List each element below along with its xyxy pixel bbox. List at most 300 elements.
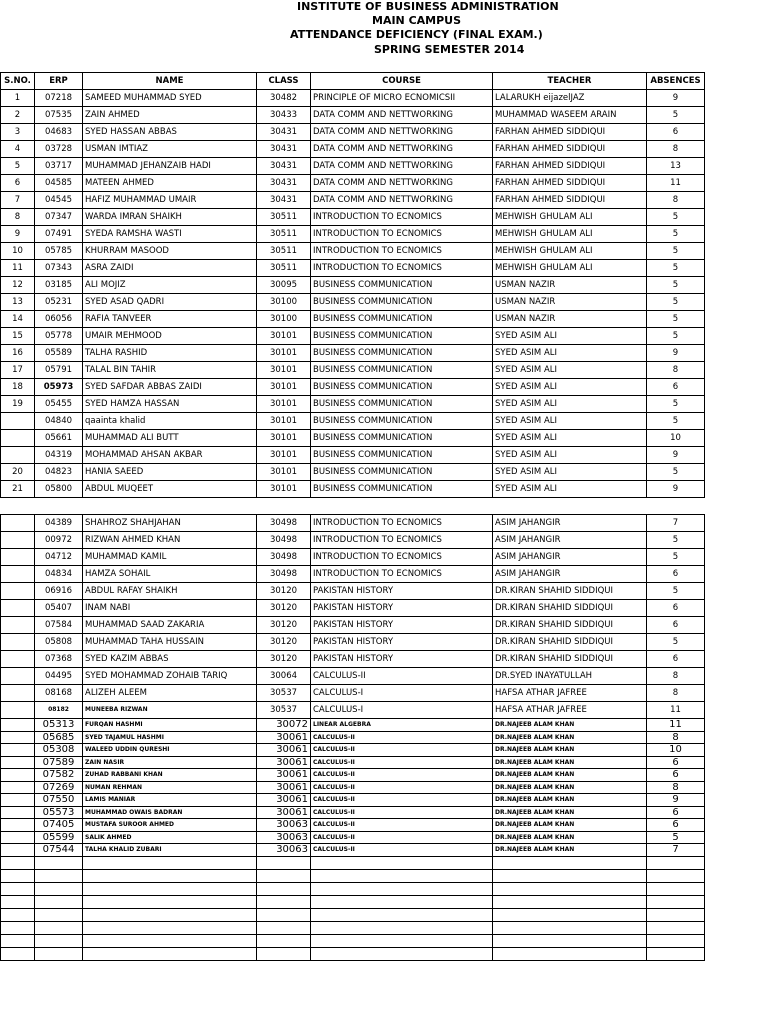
- cell-course: BUSINESS COMMUNICATION: [311, 328, 493, 345]
- cell-absences: 5: [647, 413, 705, 430]
- empty-cell: [311, 934, 493, 947]
- empty-cell: [35, 908, 83, 921]
- empty-cell: [35, 882, 83, 895]
- cell-erp: 04319: [35, 447, 83, 464]
- cell-sno: [1, 430, 35, 447]
- cell-sno: [1, 806, 35, 819]
- cell-name: RIZWAN AHMED KHAN: [83, 532, 257, 549]
- cell-erp: 06056: [35, 311, 83, 328]
- empty-cell: [493, 882, 647, 895]
- cell-teacher: SYED ASIM ALI: [493, 396, 647, 413]
- campus-title: MAIN CAMPUS: [372, 14, 462, 27]
- cell-sno: [1, 634, 35, 651]
- cell-erp: 05808: [35, 634, 83, 651]
- cell-erp: 04389: [35, 515, 83, 532]
- cell-teacher: DR.NAJEEB ALAM KHAN: [493, 831, 647, 844]
- table-row: [1, 794, 705, 807]
- cell-course: CALCULUS-II: [311, 781, 493, 794]
- table-row: [1, 260, 705, 277]
- cell-teacher: DR.KIRAN SHAHID SIDDIQUI: [493, 617, 647, 634]
- cell-teacher: SYED ASIM ALI: [493, 447, 647, 464]
- cell-name: TALAL BIN TAHIR: [83, 362, 257, 379]
- cell-absences: 5: [647, 464, 705, 481]
- cell-class: 30101: [257, 362, 311, 379]
- empty-cell: [35, 856, 83, 869]
- cell-teacher: MUHAMMAD WASEEM ARAIN: [493, 107, 647, 124]
- empty-cell: [1, 908, 35, 921]
- empty-cell: [257, 895, 311, 908]
- empty-cell: [35, 921, 83, 934]
- cell-absences: 6: [647, 124, 705, 141]
- cell-teacher: DR.NAJEEB ALAM KHAN: [493, 844, 647, 857]
- cell-teacher: SYED ASIM ALI: [493, 379, 647, 396]
- cell-class: 30101: [257, 379, 311, 396]
- table-row: [1, 447, 705, 464]
- col-header-name: NAME: [83, 73, 257, 90]
- cell-erp: 08168: [35, 685, 83, 702]
- cell-absences: 6: [647, 600, 705, 617]
- cell-class: 30431: [257, 192, 311, 209]
- cell-erp: 04495: [35, 668, 83, 685]
- cell-erp: 04834: [35, 566, 83, 583]
- empty-cell: [311, 921, 493, 934]
- cell-name: RAFIA TANVEER: [83, 311, 257, 328]
- cell-course: PRINCIPLE OF MICRO ECNOMICSII: [311, 90, 493, 107]
- cell-sno: 14: [1, 311, 35, 328]
- empty-cell: [35, 947, 83, 960]
- cell-teacher: MEHWISH GHULAM ALI: [493, 243, 647, 260]
- empty-cell: [257, 856, 311, 869]
- table-row: [1, 464, 705, 481]
- empty-row: [1, 895, 705, 908]
- cell-name: SYED HAMZA HASSAN: [83, 396, 257, 413]
- cell-sno: [1, 668, 35, 685]
- empty-cell: [311, 895, 493, 908]
- cell-name: qaainta khalid: [83, 413, 257, 430]
- empty-cell: [1, 869, 35, 882]
- cell-absences: 5: [647, 831, 705, 844]
- cell-name: MATEEN AHMED: [83, 175, 257, 192]
- cell-erp: 07269: [35, 781, 83, 794]
- cell-course: DATA COMM AND NETTWORKING: [311, 124, 493, 141]
- cell-sno: 11: [1, 260, 35, 277]
- cell-sno: [1, 583, 35, 600]
- cell-teacher: USMAN NAZIR: [493, 311, 647, 328]
- cell-class: 30498: [257, 532, 311, 549]
- cell-absences: 7: [647, 515, 705, 532]
- cell-name: SYED ASAD QADRI: [83, 294, 257, 311]
- empty-cell: [493, 856, 647, 869]
- cell-course: BUSINESS COMMUNICATION: [311, 362, 493, 379]
- cell-class: 30101: [257, 464, 311, 481]
- cell-name: ABDUL RAFAY SHAIKH: [83, 583, 257, 600]
- empty-cell: [493, 947, 647, 960]
- empty-cell: [35, 934, 83, 947]
- cell-absences: 5: [647, 209, 705, 226]
- cell-absences: 5: [647, 294, 705, 311]
- empty-row: [1, 947, 705, 960]
- cell-sno: [1, 756, 35, 769]
- table-row: [1, 158, 705, 175]
- cell-teacher: SYED ASIM ALI: [493, 345, 647, 362]
- cell-class: 30537: [257, 702, 311, 719]
- cell-class: 30498: [257, 549, 311, 566]
- cell-class: 30431: [257, 158, 311, 175]
- cell-course: DATA COMM AND NETTWORKING: [311, 192, 493, 209]
- cell-erp: 07535: [35, 107, 83, 124]
- cell-erp: 04712: [35, 549, 83, 566]
- cell-sno: 5: [1, 158, 35, 175]
- cell-teacher: SYED ASIM ALI: [493, 464, 647, 481]
- empty-cell: [493, 869, 647, 882]
- cell-erp: 05791: [35, 362, 83, 379]
- cell-erp: 06916: [35, 583, 83, 600]
- empty-cell: [311, 869, 493, 882]
- table-row: [1, 844, 705, 857]
- cell-name: TALHA KHALID ZUBARI: [83, 844, 257, 857]
- empty-cell: [257, 921, 311, 934]
- empty-cell: [311, 498, 493, 515]
- cell-sno: 10: [1, 243, 35, 260]
- cell-absences: 6: [647, 651, 705, 668]
- col-header-course: COURSE: [311, 73, 493, 90]
- cell-erp: 07218: [35, 90, 83, 107]
- table-row: [1, 583, 705, 600]
- cell-erp: 05599: [35, 831, 83, 844]
- cell-erp: 07347: [35, 209, 83, 226]
- table-row: [1, 413, 705, 430]
- cell-name: HAFIZ MUHAMMAD UMAIR: [83, 192, 257, 209]
- cell-class: 30061: [257, 731, 311, 744]
- cell-absences: 6: [647, 379, 705, 396]
- cell-name: SYEDA RAMSHA WASTI: [83, 226, 257, 243]
- cell-course: INTRODUCTION TO ECNOMICS: [311, 243, 493, 260]
- cell-sno: [1, 831, 35, 844]
- cell-name: ZUHAD RABBANI KHAN: [83, 769, 257, 782]
- empty-row: [1, 882, 705, 895]
- cell-class: 30063: [257, 831, 311, 844]
- cell-course: PAKISTAN HISTORY: [311, 651, 493, 668]
- cell-name: ZAIN AHMED: [83, 107, 257, 124]
- empty-row: [1, 908, 705, 921]
- empty-cell: [1, 856, 35, 869]
- table-row: [1, 243, 705, 260]
- table-row: [1, 311, 705, 328]
- cell-course: BUSINESS COMMUNICATION: [311, 464, 493, 481]
- empty-cell: [647, 869, 705, 882]
- col-header-absences: ABSENCES: [647, 73, 705, 90]
- cell-erp: 05661: [35, 430, 83, 447]
- cell-erp: 07550: [35, 794, 83, 807]
- cell-absences: 8: [647, 731, 705, 744]
- cell-sno: [1, 794, 35, 807]
- table-row: [1, 481, 705, 498]
- cell-erp: 00972: [35, 532, 83, 549]
- cell-name: SHAHROZ SHAHJAHAN: [83, 515, 257, 532]
- cell-absences: 9: [647, 794, 705, 807]
- cell-absences: 11: [647, 719, 705, 732]
- cell-absences: 8: [647, 668, 705, 685]
- col-header-teacher: TEACHER: [493, 73, 647, 90]
- cell-sno: 2: [1, 107, 35, 124]
- table-row: [1, 617, 705, 634]
- cell-sno: [1, 651, 35, 668]
- col-header-sno: S.NO.: [1, 73, 35, 90]
- empty-cell: [1, 921, 35, 934]
- cell-absences: 5: [647, 549, 705, 566]
- cell-class: 30101: [257, 345, 311, 362]
- cell-sno: 8: [1, 209, 35, 226]
- cell-erp: 07405: [35, 819, 83, 832]
- cell-class: 30511: [257, 226, 311, 243]
- table-row: [1, 226, 705, 243]
- empty-cell: [257, 934, 311, 947]
- table-row: [1, 685, 705, 702]
- cell-name: MUHAMMAD KAMIL: [83, 549, 257, 566]
- table-row: [1, 668, 705, 685]
- cell-sno: [1, 515, 35, 532]
- cell-course: PAKISTAN HISTORY: [311, 583, 493, 600]
- cell-sno: [1, 685, 35, 702]
- cell-erp: 07589: [35, 756, 83, 769]
- cell-teacher: ASIM JAHANGIR: [493, 515, 647, 532]
- cell-name: MUHAMMAD OWAIS BADRAN: [83, 806, 257, 819]
- cell-erp: 05407: [35, 600, 83, 617]
- cell-name: LAMIS MANIAR: [83, 794, 257, 807]
- cell-name: WARDA IMRAN SHAIKH: [83, 209, 257, 226]
- cell-name: INAM NABI: [83, 600, 257, 617]
- table-row: [1, 277, 705, 294]
- cell-course: INTRODUCTION TO ECNOMICS: [311, 515, 493, 532]
- empty-cell: [493, 498, 647, 515]
- empty-cell: [1, 934, 35, 947]
- empty-cell: [83, 947, 257, 960]
- empty-cell: [311, 947, 493, 960]
- cell-sno: [1, 769, 35, 782]
- empty-cell: [35, 498, 83, 515]
- cell-erp: 04823: [35, 464, 83, 481]
- cell-sno: 12: [1, 277, 35, 294]
- cell-teacher: DR.NAJEEB ALAM KHAN: [493, 756, 647, 769]
- attendance-table: [0, 72, 705, 961]
- cell-absences: 9: [647, 481, 705, 498]
- cell-absences: 8: [647, 141, 705, 158]
- cell-sno: 6: [1, 175, 35, 192]
- cell-absences: 6: [647, 756, 705, 769]
- table-header-row: [1, 73, 705, 90]
- cell-sno: 21: [1, 481, 35, 498]
- cell-erp: 03185: [35, 277, 83, 294]
- cell-erp: 05308: [35, 744, 83, 757]
- cell-name: ABDUL MUQEET: [83, 481, 257, 498]
- cell-absences: 8: [647, 362, 705, 379]
- empty-cell: [257, 882, 311, 895]
- cell-course: BUSINESS COMMUNICATION: [311, 447, 493, 464]
- cell-course: BUSINESS COMMUNICATION: [311, 396, 493, 413]
- empty-cell: [493, 908, 647, 921]
- cell-class: 30120: [257, 583, 311, 600]
- cell-teacher: DR.NAJEEB ALAM KHAN: [493, 731, 647, 744]
- table-row: [1, 175, 705, 192]
- cell-class: 30101: [257, 396, 311, 413]
- cell-name: ALI MOJIZ: [83, 277, 257, 294]
- empty-cell: [311, 882, 493, 895]
- cell-course: BUSINESS COMMUNICATION: [311, 277, 493, 294]
- cell-erp: 07368: [35, 651, 83, 668]
- cell-class: 30498: [257, 515, 311, 532]
- table-row: [1, 831, 705, 844]
- cell-erp: 07584: [35, 617, 83, 634]
- cell-class: 30061: [257, 756, 311, 769]
- cell-course: BUSINESS COMMUNICATION: [311, 311, 493, 328]
- table-row: [1, 634, 705, 651]
- cell-course: CALCULUS-II: [311, 731, 493, 744]
- cell-course: INTRODUCTION TO ECNOMICS: [311, 549, 493, 566]
- cell-course: PAKISTAN HISTORY: [311, 600, 493, 617]
- cell-erp: 04840: [35, 413, 83, 430]
- cell-teacher: SYED ASIM ALI: [493, 328, 647, 345]
- cell-course: DATA COMM AND NETTWORKING: [311, 141, 493, 158]
- cell-teacher: DR.NAJEEB ALAM KHAN: [493, 794, 647, 807]
- cell-erp: 05785: [35, 243, 83, 260]
- empty-cell: [83, 921, 257, 934]
- empty-cell: [83, 895, 257, 908]
- cell-sno: [1, 413, 35, 430]
- table-row: [1, 702, 705, 719]
- cell-name: MUHAMMAD ALI BUTT: [83, 430, 257, 447]
- cell-name: WALEED UDDIN QURESHI: [83, 744, 257, 757]
- cell-class: 30095: [257, 277, 311, 294]
- cell-class: 30061: [257, 794, 311, 807]
- empty-cell: [493, 934, 647, 947]
- cell-teacher: SYED ASIM ALI: [493, 362, 647, 379]
- cell-teacher: USMAN NAZIR: [493, 294, 647, 311]
- cell-sno: 7: [1, 192, 35, 209]
- empty-cell: [257, 869, 311, 882]
- cell-course: BUSINESS COMMUNICATION: [311, 413, 493, 430]
- cell-class: 30101: [257, 328, 311, 345]
- cell-sno: 1: [1, 90, 35, 107]
- cell-course: CALCULUS-I: [311, 702, 493, 719]
- cell-teacher: FARHAN AHMED SIDDIQUI: [493, 124, 647, 141]
- cell-absences: 5: [647, 260, 705, 277]
- empty-cell: [83, 882, 257, 895]
- cell-class: 30431: [257, 175, 311, 192]
- empty-cell: [83, 934, 257, 947]
- cell-course: BUSINESS COMMUNICATION: [311, 294, 493, 311]
- cell-sno: 16: [1, 345, 35, 362]
- empty-cell: [83, 908, 257, 921]
- empty-cell: [1, 947, 35, 960]
- cell-class: 30101: [257, 430, 311, 447]
- cell-name: MUHAMMAD SAAD ZAKARIA: [83, 617, 257, 634]
- cell-teacher: USMAN NAZIR: [493, 277, 647, 294]
- table-row: [1, 124, 705, 141]
- empty-cell: [1, 498, 35, 515]
- report-title: ATTENDANCE DEFICIENCY (FINAL EXAM.): [290, 28, 543, 41]
- empty-cell: [647, 895, 705, 908]
- cell-course: CALCULUS-II: [311, 769, 493, 782]
- cell-course: CALCULUS-II: [311, 794, 493, 807]
- cell-class: 30498: [257, 566, 311, 583]
- cell-absences: 8: [647, 192, 705, 209]
- cell-class: 30061: [257, 806, 311, 819]
- cell-name: NUMAN REHMAN: [83, 781, 257, 794]
- cell-sno: 19: [1, 396, 35, 413]
- cell-course: CALCULUS-II: [311, 831, 493, 844]
- cell-name: TALHA RASHID: [83, 345, 257, 362]
- cell-absences: 6: [647, 566, 705, 583]
- cell-erp: 07582: [35, 769, 83, 782]
- cell-teacher: HAFSA ATHAR JAFREE: [493, 685, 647, 702]
- cell-course: INTRODUCTION TO ECNOMICS: [311, 532, 493, 549]
- cell-course: INTRODUCTION TO ECNOMICS: [311, 566, 493, 583]
- cell-erp: 04545: [35, 192, 83, 209]
- cell-erp: 08182: [35, 702, 83, 719]
- cell-name: ASRA ZAIDI: [83, 260, 257, 277]
- cell-course: LINEAR ALGEBRA: [311, 719, 493, 732]
- cell-teacher: DR.NAJEEB ALAM KHAN: [493, 719, 647, 732]
- cell-absences: 6: [647, 819, 705, 832]
- cell-course: BUSINESS COMMUNICATION: [311, 345, 493, 362]
- cell-course: INTRODUCTION TO ECNOMICS: [311, 209, 493, 226]
- cell-teacher: DR.KIRAN SHAHID SIDDIQUI: [493, 634, 647, 651]
- empty-cell: [257, 947, 311, 960]
- cell-name: UMAIR MEHMOOD: [83, 328, 257, 345]
- empty-cell: [647, 882, 705, 895]
- cell-course: DATA COMM AND NETTWORKING: [311, 158, 493, 175]
- cell-course: CALCULUS-II: [311, 806, 493, 819]
- cell-course: PAKISTAN HISTORY: [311, 617, 493, 634]
- table-row: [1, 328, 705, 345]
- cell-teacher: DR.KIRAN SHAHID SIDDIQUI: [493, 600, 647, 617]
- cell-teacher: ASIM JAHANGIR: [493, 566, 647, 583]
- cell-absences: 8: [647, 781, 705, 794]
- cell-teacher: HAFSA ATHAR JAFREE: [493, 702, 647, 719]
- cell-name: MOHAMMAD AHSAN AKBAR: [83, 447, 257, 464]
- cell-class: 30537: [257, 685, 311, 702]
- table-row: [1, 600, 705, 617]
- cell-name: USMAN IMTIAZ: [83, 141, 257, 158]
- section-gap-row: [1, 498, 705, 515]
- table-row: [1, 781, 705, 794]
- cell-class: 30431: [257, 124, 311, 141]
- cell-absences: 5: [647, 396, 705, 413]
- empty-cell: [493, 921, 647, 934]
- empty-cell: [83, 856, 257, 869]
- col-header-class: CLASS: [257, 73, 311, 90]
- empty-cell: [35, 869, 83, 882]
- cell-name: SYED HASSAN ABBAS: [83, 124, 257, 141]
- table-row: [1, 209, 705, 226]
- cell-absences: 10: [647, 744, 705, 757]
- cell-class: 30101: [257, 481, 311, 498]
- cell-name: HAMZA SOHAIL: [83, 566, 257, 583]
- cell-teacher: DR.KIRAN SHAHID SIDDIQUI: [493, 583, 647, 600]
- cell-name: MUNEEBA RIZWAN: [83, 702, 257, 719]
- cell-erp: 07491: [35, 226, 83, 243]
- cell-teacher: DR.SYED INAYATULLAH: [493, 668, 647, 685]
- cell-class: 30061: [257, 744, 311, 757]
- cell-class: 30120: [257, 617, 311, 634]
- cell-erp: 05778: [35, 328, 83, 345]
- cell-erp: 05573: [35, 806, 83, 819]
- cell-class: 30061: [257, 769, 311, 782]
- cell-course: PAKISTAN HISTORY: [311, 634, 493, 651]
- cell-sno: [1, 731, 35, 744]
- cell-erp: 05973: [35, 379, 83, 396]
- cell-sno: [1, 719, 35, 732]
